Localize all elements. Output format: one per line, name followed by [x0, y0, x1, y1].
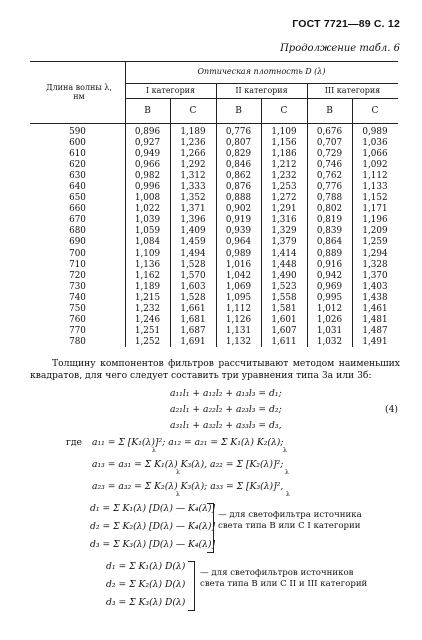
table-cell: 1,438: [362, 292, 388, 303]
table-cell: 1,131: [225, 325, 252, 336]
table-cell: 0,776: [316, 182, 343, 193]
table-cell: 1,681: [180, 314, 206, 325]
page-header: ГОСТ 7721—89 С. 12: [292, 18, 400, 30]
table-cell: 1,491: [362, 336, 388, 347]
table-cell: 1,162: [134, 270, 161, 281]
column-density: [307, 127, 352, 348]
subcolumn-header: C: [189, 106, 197, 116]
table-cell: 1,136: [134, 259, 161, 270]
table-cell: 0,788: [316, 193, 343, 204]
sum-index: λ: [176, 491, 180, 498]
table-cell: 0,888: [225, 193, 252, 204]
table-cell: 1,528: [180, 259, 206, 270]
table-cell: 1,084: [134, 237, 161, 248]
table-cell: 1,329: [271, 226, 297, 237]
table-cell: 1,026: [316, 314, 343, 325]
table-cell: 1,272: [271, 193, 297, 204]
table-cell: 1,409: [180, 226, 206, 237]
sum-index: λ: [283, 447, 287, 454]
table-cell: 1,487: [362, 325, 388, 336]
table-cell: 1,316: [271, 215, 297, 226]
table-cell: 1,112: [225, 303, 252, 314]
table-cell: 1,171: [362, 204, 388, 215]
table-continuation-label: Продолжение табл. 6: [280, 43, 400, 54]
table-cell: 740: [69, 292, 86, 303]
table-cell: 1,008: [134, 193, 161, 204]
table-cell: 1,291: [271, 204, 297, 215]
table-cell: 0,927: [134, 138, 161, 149]
table-cell: 1,461: [362, 303, 388, 314]
table-cell: 0,896: [134, 127, 161, 137]
table-cell: 710: [69, 259, 86, 270]
column-density: [261, 127, 307, 348]
brace: [207, 503, 214, 553]
table-cell: 0,919: [225, 215, 252, 226]
category-header: II категория: [235, 86, 288, 95]
table-cell: 1,328: [362, 259, 388, 270]
table-cell: 720: [69, 270, 86, 281]
equation: d₃ = Σ K₃(λ) D(λ): [106, 597, 186, 608]
table-cell: 1,232: [271, 171, 297, 182]
table-cell: 1,031: [316, 325, 343, 336]
table-cell: 0,989: [225, 248, 252, 259]
table-cell: 1,012: [316, 303, 343, 314]
table-cell: 1,152: [362, 193, 388, 204]
table-cell: 1,352: [180, 193, 206, 204]
category-header: I категория: [145, 86, 196, 95]
table-cell: 750: [69, 303, 86, 314]
table-cell: 0,846: [225, 160, 252, 171]
table-cell: 1,403: [362, 281, 388, 292]
table-cell: 1,016: [225, 259, 252, 270]
category-header: III категория: [324, 86, 381, 95]
table-cell: 600: [69, 138, 86, 149]
table-cell: 0,862: [225, 171, 252, 182]
table-cell: 1,687: [180, 325, 206, 336]
table-cell: 640: [69, 182, 86, 193]
table-cell: 1,059: [134, 226, 161, 237]
table-cell: 0,995: [316, 292, 343, 303]
table-cell: 0,996: [134, 182, 161, 193]
table-cell: 1,209: [362, 226, 388, 237]
table-cell: 1,294: [362, 248, 388, 259]
table-cell: 1,109: [134, 248, 161, 259]
table-cell: 1,459: [180, 237, 206, 248]
table-cell: 1,246: [134, 314, 161, 325]
definition: a₁₁ = Σ [K₁(λ)]²; a₁₂ = a₂₁ = Σ K₁(λ) K₂(λ);: [92, 437, 284, 448]
table-cell: 1,132: [225, 336, 252, 347]
column-header-wavelength: Длина волны λ, нм: [46, 83, 112, 102]
table-cell: 1,292: [180, 160, 206, 171]
table-cell: 0,776: [225, 127, 252, 137]
table-cell: 0,676: [316, 127, 343, 137]
table-cell: 1,371: [180, 204, 206, 215]
table-cell: 630: [69, 171, 86, 182]
table-cell: 1,481: [362, 314, 388, 325]
sum-index: λ: [285, 469, 289, 476]
table-cell: 1,312: [180, 171, 206, 182]
equation-number: (4): [384, 404, 398, 415]
column-wavelength: [30, 127, 125, 348]
table-cell: 1,490: [271, 270, 297, 281]
equation: d₁ = Σ K₁(λ) [D(λ) — K₄(λ)]: [90, 503, 216, 514]
subcolumn-header: C: [280, 106, 288, 116]
table-cell: 1,092: [362, 160, 388, 171]
table-cell: 1,448: [271, 259, 297, 270]
column-density: [125, 127, 170, 348]
column-header-density: Оптическая плотность D (λ): [197, 67, 326, 76]
table-cell: 1,039: [134, 215, 161, 226]
table-cell: 0,802: [316, 204, 343, 215]
table-cell: 1,253: [271, 182, 297, 193]
column-density: [216, 127, 261, 348]
table-cell: 1,196: [362, 215, 388, 226]
table-cell: 0,876: [225, 182, 252, 193]
column-density: [170, 127, 216, 348]
table-cell: 1,189: [134, 281, 161, 292]
table-cell: 1,112: [362, 171, 388, 182]
table-cell: 1,232: [134, 303, 161, 314]
table-cell: 660: [69, 204, 86, 215]
table-cell: 0,949: [134, 149, 161, 160]
table-cell: 1,601: [271, 314, 297, 325]
table-cell: 1,126: [225, 314, 252, 325]
table-cell: 1,259: [362, 237, 388, 248]
table-cell: 0,839: [316, 226, 343, 237]
table-rule: [125, 83, 398, 84]
table-cell: 0,942: [316, 270, 343, 281]
table-cell: 760: [69, 314, 86, 325]
table-cell: 0,969: [316, 281, 343, 292]
table-cell: 1,528: [180, 292, 206, 303]
sum-index: λ: [152, 447, 156, 454]
table-cell: 0,864: [316, 237, 343, 248]
table-cell: 1,611: [271, 336, 297, 347]
equation: d₃ = Σ K₃(λ) [D(λ) — K₄(λ)]: [90, 539, 216, 550]
table-cell: 0,964: [225, 237, 252, 248]
table-cell: 1,236: [180, 138, 206, 149]
equation: a₃₁l₁ + a₃₂l₂ + a₃₃l₃ = d₃,: [170, 420, 282, 431]
table-header-bottom-rule: [30, 123, 398, 124]
table-cell: 0,889: [316, 248, 343, 259]
table-cell: 1,156: [271, 138, 297, 149]
table-cell: 1,558: [271, 292, 297, 303]
table-cell: 1,370: [362, 270, 388, 281]
table-cell: 1,095: [225, 292, 252, 303]
table-cell: 1,603: [180, 281, 206, 292]
table-cell: 770: [69, 325, 86, 336]
equation: d₂ = Σ K₂(λ) [D(λ) — K₄(λ)]: [90, 521, 216, 532]
sum-index: λ: [176, 469, 180, 476]
table-cell: 1,032: [316, 336, 343, 347]
table-cell: 670: [69, 215, 86, 226]
table-cell: 1,186: [271, 149, 297, 160]
table-cell: 1,379: [271, 237, 297, 248]
table-cell: 0,916: [316, 259, 343, 270]
table-cell: 1,523: [271, 281, 297, 292]
table-cell: 730: [69, 281, 86, 292]
subcolumn-header: B: [144, 106, 151, 116]
equation: a₁₁l₁ + a₁₂l₂ + a₁₃l₃ = d₁;: [170, 388, 282, 399]
table-cell: 1,212: [271, 160, 297, 171]
where-label: где: [66, 437, 82, 448]
table-cell: 0,729: [316, 149, 343, 160]
table-cell: 680: [69, 226, 86, 237]
table-cell: 0,939: [225, 226, 252, 237]
table-top-rule: [30, 61, 398, 62]
table-cell: 0,819: [316, 215, 343, 226]
table-cell: 1,252: [134, 336, 161, 347]
note: — для светофильтра источника света типа В или С I категории: [218, 510, 362, 531]
equation: d₁ = Σ K₁(λ) D(λ): [106, 561, 186, 572]
table-cell: 1,109: [271, 127, 297, 137]
table-cell: 0,762: [316, 171, 343, 182]
table-cell: 690: [69, 237, 86, 248]
table-cell: 1,661: [180, 303, 206, 314]
brace: [188, 561, 195, 611]
column-density: [352, 127, 398, 348]
table-cell: 780: [69, 336, 86, 347]
table-cell: 0,807: [225, 138, 252, 149]
table-cell: 1,251: [134, 325, 161, 336]
table-cell: 0,982: [134, 171, 161, 182]
table-cell: 1,069: [225, 281, 252, 292]
table-cell: 0,707: [316, 138, 343, 149]
note: — для светофильтров источников света типа В или С II и III категорий: [200, 568, 368, 589]
table-cell: 1,396: [180, 215, 206, 226]
table-cell: 1,189: [180, 127, 206, 137]
table-cell: 1,414: [271, 248, 297, 259]
paragraph: Толщину компонентов фильтров рассчитывают методом наименьших квадратов, для чего следует составить три уравнения типа 3а или 3б:: [30, 358, 400, 382]
table-cell: 1,036: [362, 138, 388, 149]
table-cell: 650: [69, 193, 86, 204]
table-cell: 0,989: [362, 127, 388, 137]
table-cell: 1,607: [271, 325, 297, 336]
equation: a₂₁l₁ + a₂₂l₂ + a₂₃l₃ = d₂;: [170, 404, 282, 415]
table-cell: 700: [69, 248, 86, 259]
table-cell: 1,581: [271, 303, 297, 314]
definition: a₂₃ = a₃₂ = Σ K₂(λ) K₃(λ); a₃₃ = Σ [K₃(λ)]²,: [92, 481, 284, 492]
definition: a₁₃ = a₃₁ = Σ K₁(λ) K₃(λ), a₂₂ = Σ [K₂(λ)]²;: [92, 459, 284, 470]
equation: d₂ = Σ K₂(λ) D(λ): [106, 579, 186, 590]
table-cell: 0,746: [316, 160, 343, 171]
table-cell: 1,215: [134, 292, 161, 303]
table-cell: 1,570: [180, 270, 206, 281]
subcolumn-header: C: [371, 106, 379, 116]
table-cell: 1,133: [362, 182, 388, 193]
table-cell: 1,333: [180, 182, 206, 193]
subcolumn-header: B: [235, 106, 242, 116]
sum-index: λ: [286, 491, 290, 498]
table-cell: 1,022: [134, 204, 161, 215]
table-cell: 1,042: [225, 270, 252, 281]
subcolumn-header: B: [326, 106, 333, 116]
table-cell: 1,691: [180, 336, 206, 347]
table-cell: 1,266: [180, 149, 206, 160]
table-cell: 0,966: [134, 160, 161, 171]
table-cell: 620: [69, 160, 86, 171]
table-cell: 590: [69, 127, 86, 137]
table-cell: 610: [69, 149, 86, 160]
table-cell: 1,066: [362, 149, 388, 160]
table-cell: 0,829: [225, 149, 252, 160]
table-cell: 0,902: [225, 204, 252, 215]
table-cell: 1,494: [180, 248, 206, 259]
